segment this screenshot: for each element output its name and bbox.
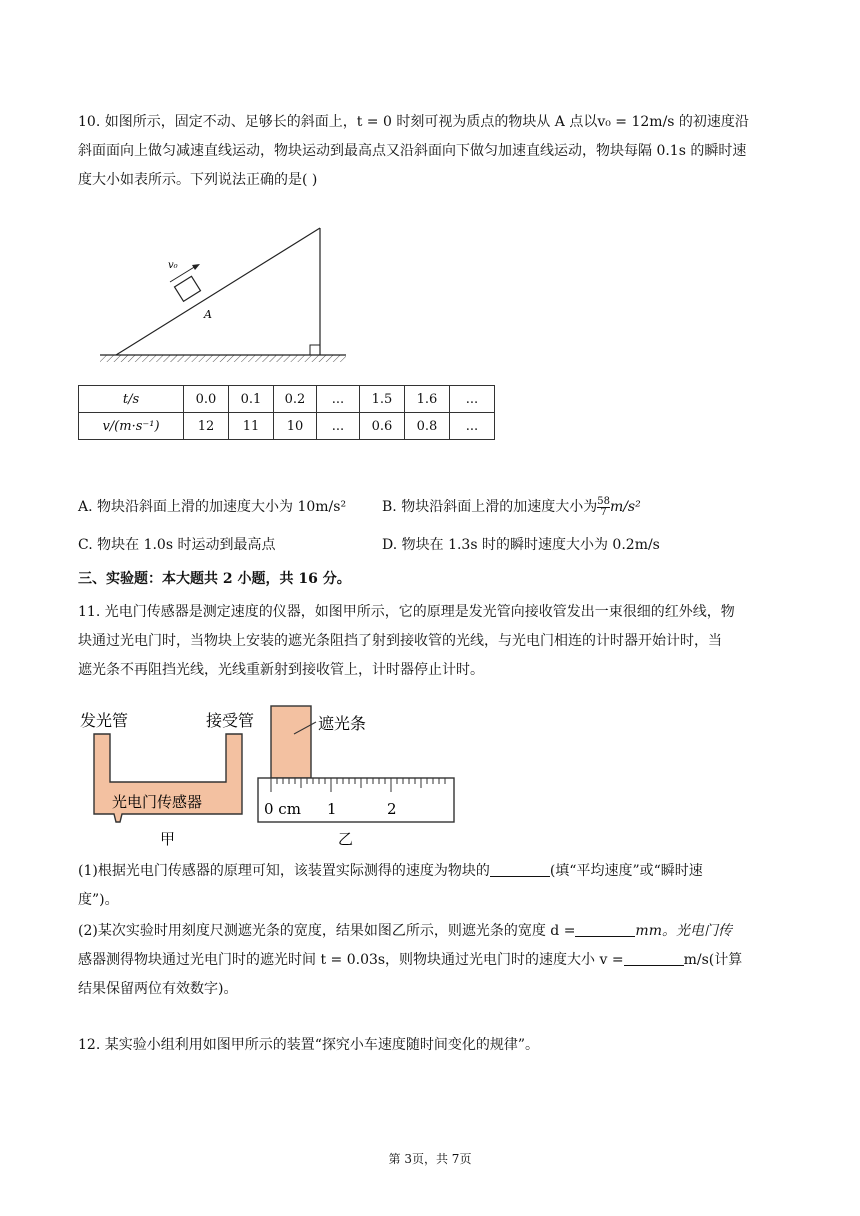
table-cell: 10 — [274, 413, 317, 440]
option-b-unit: m/s² — [609, 499, 641, 515]
fraction-numerator: 58 — [597, 495, 610, 507]
q11-sub2-text: (2)某次实验时用刻度尺测遮光条的宽度，结果如图乙所示，则遮光条的宽度 d = — [78, 923, 576, 939]
photogate-figure — [76, 702, 466, 852]
figure-yi-label: 乙 — [338, 830, 354, 848]
table-cell: 11 — [229, 413, 274, 440]
table-cell: 1.5 — [360, 386, 405, 413]
q10-line1: 10. 如图所示，固定不动、足够长的斜面上，t = 0 时刻可视为质点的物块从 A 点以v₀ = 12m/s 的初速度沿 — [78, 114, 749, 130]
ruler-mark-0: 0 cm — [264, 800, 301, 818]
table-cell: 12 — [184, 413, 229, 440]
velocity-table — [78, 385, 495, 440]
table-cell: 0.1 — [229, 386, 274, 413]
table-cell: 1.6 — [405, 386, 450, 413]
answer-blank-1[interactable] — [490, 862, 550, 877]
ruler-mark-1: 1 — [327, 800, 337, 818]
q10-text — [78, 108, 778, 195]
q11-sub1-end: 度”)。 — [78, 892, 119, 908]
q11-sub2-unit: mm。光电门传 — [635, 923, 732, 939]
incline-figure — [96, 224, 356, 370]
q11-sub2-text2: 感器测得物块通过光电门时的遮光时间 t = 0.03s，则物块通过光电门时的速度大小 v = — [78, 952, 624, 968]
option-a[interactable]: A. 物块沿斜面上滑的加速度大小为 10m/s² — [78, 499, 347, 515]
table-cell: 0.2 — [274, 386, 317, 413]
table-cell: ... — [450, 413, 495, 440]
v0-label: v₀ — [168, 260, 178, 271]
table-cell: 0.0 — [184, 386, 229, 413]
answer-blank-3[interactable] — [624, 951, 684, 966]
table-cell: ... — [317, 386, 360, 413]
table-header-velocity: v/(m·s⁻¹) — [79, 413, 184, 440]
q12-text: 12. 某实验小组利用如图甲所示的装置“探究小车速度随时间变化的规律”。 — [78, 1037, 540, 1053]
fraction-denominator: 7 — [600, 506, 607, 518]
table-cell: ... — [317, 413, 360, 440]
q11-sub2-end: 结果保留两位有效数字)。 — [78, 981, 238, 997]
q11-sub1 — [78, 857, 778, 915]
q11-sub1-text: (1)根据光电门传感器的原理可知，该装置实际测得的速度为物块的 — [78, 863, 490, 879]
q11-sub1-hint: (填“平均速度”或“瞬时速 — [549, 863, 703, 879]
receiver-label: 接受管 — [206, 711, 255, 730]
table-cell: ... — [450, 386, 495, 413]
figure-jia-label: 甲 — [160, 830, 176, 848]
page-footer: 第 3页，共 7页 — [388, 1152, 472, 1166]
point-a-label: A — [204, 308, 212, 321]
table-cell: 0.6 — [360, 413, 405, 440]
table-cell: 0.8 — [405, 413, 450, 440]
table-row — [79, 413, 495, 440]
light-blocking-strip — [271, 706, 311, 778]
emitter-label: 发光管 — [80, 711, 129, 730]
q11-sub2 — [78, 917, 778, 1004]
q11-line3: 遮光条不再阻挡光线，光线重新射到接收管上，计时器停止计时。 — [78, 662, 484, 678]
option-d[interactable]: D. 物块在 1.3s 时的瞬时速度大小为 0.2m/s — [382, 537, 660, 553]
option-b-fraction — [597, 497, 610, 518]
table-header-time: t/s — [79, 386, 184, 413]
q11-line2: 块通过光电门时，当物块上安装的遮光条阻挡了射到接收管的光线，与光电门相连的计时器开始计时，当 — [78, 633, 722, 649]
q11-sub2-unit2: m/s(计算 — [683, 952, 743, 968]
answer-blank-2[interactable] — [575, 922, 635, 937]
q11-line1: 11. 光电门传感器是测定速度的仪器，如图甲所示，它的原理是发光管向接收管发出一束很细的红外线，物 — [78, 604, 735, 620]
ruler-mark-2: 2 — [387, 800, 397, 818]
option-b-text: B. 物块沿斜面上滑的加速度大小为 — [382, 499, 598, 515]
q10-line2: 斜面面向上做匀减速直线运动，物块运动到最高点又沿斜面向下做匀加速直线运动，物块每隔 0.1s 的瞬时速 — [78, 143, 747, 159]
option-b[interactable] — [382, 493, 702, 522]
section-heading: 三、实验题：本大题共 2 小题，共 16 分。 — [78, 571, 351, 587]
table-row — [79, 386, 495, 413]
strip-label: 遮光条 — [318, 714, 367, 733]
sensor-label: 光电门传感器 — [112, 793, 203, 811]
option-c[interactable]: C. 物块在 1.0s 时运动到最高点 — [78, 537, 276, 553]
block — [175, 276, 201, 301]
q10-line3: 度大小如表所示。下列说法正确的是( ) — [78, 172, 318, 188]
q11-text — [78, 598, 778, 685]
